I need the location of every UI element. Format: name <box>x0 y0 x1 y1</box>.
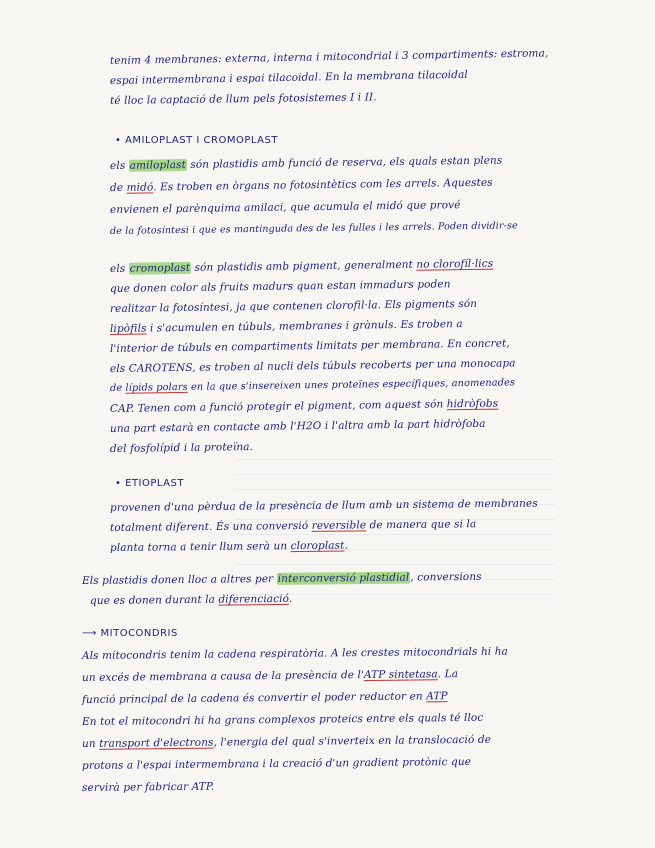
underlined-term: diferenciació <box>218 592 289 606</box>
underlined-term: lipòfils <box>109 322 147 335</box>
underlined-term: ATP <box>426 690 448 703</box>
note-line: realitzar la fotosíntesi, ja que contenen clorofil·la. Els pigments són <box>109 297 478 315</box>
underlined-term: ATP sintetasa <box>363 668 438 682</box>
note-line: provenen d'una pèrdua de la presència de llum amb un sistema de membranes <box>109 497 538 514</box>
underlined-term: transport d'electrons <box>99 736 214 750</box>
note-line: té lloc la captació de llum pels fotosistemes I i II. <box>109 91 377 107</box>
note-line: funció principal de la cadena és convertir el poder reductor en ATP <box>81 690 448 706</box>
note-line: un excés de membrana a causa de la presència de l'ATP sintetasa. La <box>81 668 459 684</box>
note-line: els cromoplast són plastidis amb pigment, generalment no clorofíl·lics <box>109 257 494 275</box>
highlighted-term: cromoplast <box>129 261 191 275</box>
note-line: del fosfolípid i la proteïna. <box>109 441 254 455</box>
note-line: que es donen durant la diferenciació. <box>89 592 293 607</box>
note-line: els amiloplast són plastidis amb funció de reserva, els quals estan plens <box>109 154 503 172</box>
underlined-term: hidròfobs <box>446 397 499 411</box>
underlined-term: reversible <box>311 519 367 532</box>
underlined-term: lípids polars <box>125 381 188 394</box>
highlighted-term: amiloplast <box>129 158 186 172</box>
note-line: En tot el mitocondri hi ha grans complexos proteics entre els quals té lloc <box>81 711 484 728</box>
note-line: que donen color als fruits madurs quan estan immadurs poden <box>109 278 451 295</box>
note-line: servirà per fabricar ATP. <box>81 780 215 794</box>
highlighted-term: interconversió plastidial <box>277 571 410 585</box>
heading-amiloplast: • AMILOPLAST I CROMOPLAST <box>115 135 278 146</box>
note-line: un transport d'electrons, l'energia del qual s'inverteix en la translocació de <box>81 733 492 750</box>
underlined-term: no clorofíl·lics <box>416 257 494 271</box>
note-line: envienen el parènquima amilaci, que acumula el midó que prové <box>109 199 461 216</box>
note-line: Als mitocondris tenim la cadena respiratòria. A les crestes mitocondrials hi ha <box>81 645 508 662</box>
note-line: de la fotosíntesi i que es mantinguda des de les fulles i les arrels. Poden dividir-se <box>109 220 518 237</box>
note-line: de lípids polars en la que s'insereixen unes proteïnes específiques, anomenades <box>109 377 516 394</box>
note-line: planta torna a tenir llum serà un cloroplast. <box>109 539 348 554</box>
note-line: una part estarà en contacte amb l'H2O i l'altra amb la part hidròfoba <box>109 417 486 435</box>
heading-etioplast: • ETIOPLAST <box>115 478 184 489</box>
underlined-term: cloroplast <box>290 539 345 553</box>
note-line: lipòfils i s'acumulen en túbuls, membranes i grànuls. Es troben a <box>109 318 463 335</box>
note-line: tenim 4 membranes: externa, interna i mitocondrial i 3 compartiments: estroma, <box>109 47 549 67</box>
heading-mitocondris: ⟶ MITOCONDRIS <box>82 628 178 639</box>
note-line: protons a l'espai intermembrana i la creació d'un gradient protònic que <box>81 755 472 772</box>
note-line: totalment diferent. És una conversió reversible de manera que si la <box>109 518 477 534</box>
note-line: CAP. Tenen com a funció protegir el pigment, com aquest són hidròfobs <box>109 397 499 415</box>
note-line: de midó. Es troben en òrgans no fotosintètics com les arrels. Aquestes <box>109 176 493 194</box>
note-line: els CAROTENS, es troben al nucli dels túbuls recoberts per una monocapa <box>109 357 516 375</box>
note-line: Els plastidis donen lloc a altres per interconversió plastidial, conversions <box>81 570 482 587</box>
note-line: espai intermembrana i espai tilacoidal. En la membrana tilacoidal <box>109 68 468 87</box>
underlined-term: midó <box>126 181 154 194</box>
note-line: l'interior de túbuls en compartiments limitats per membrana. En concret, <box>109 337 510 355</box>
